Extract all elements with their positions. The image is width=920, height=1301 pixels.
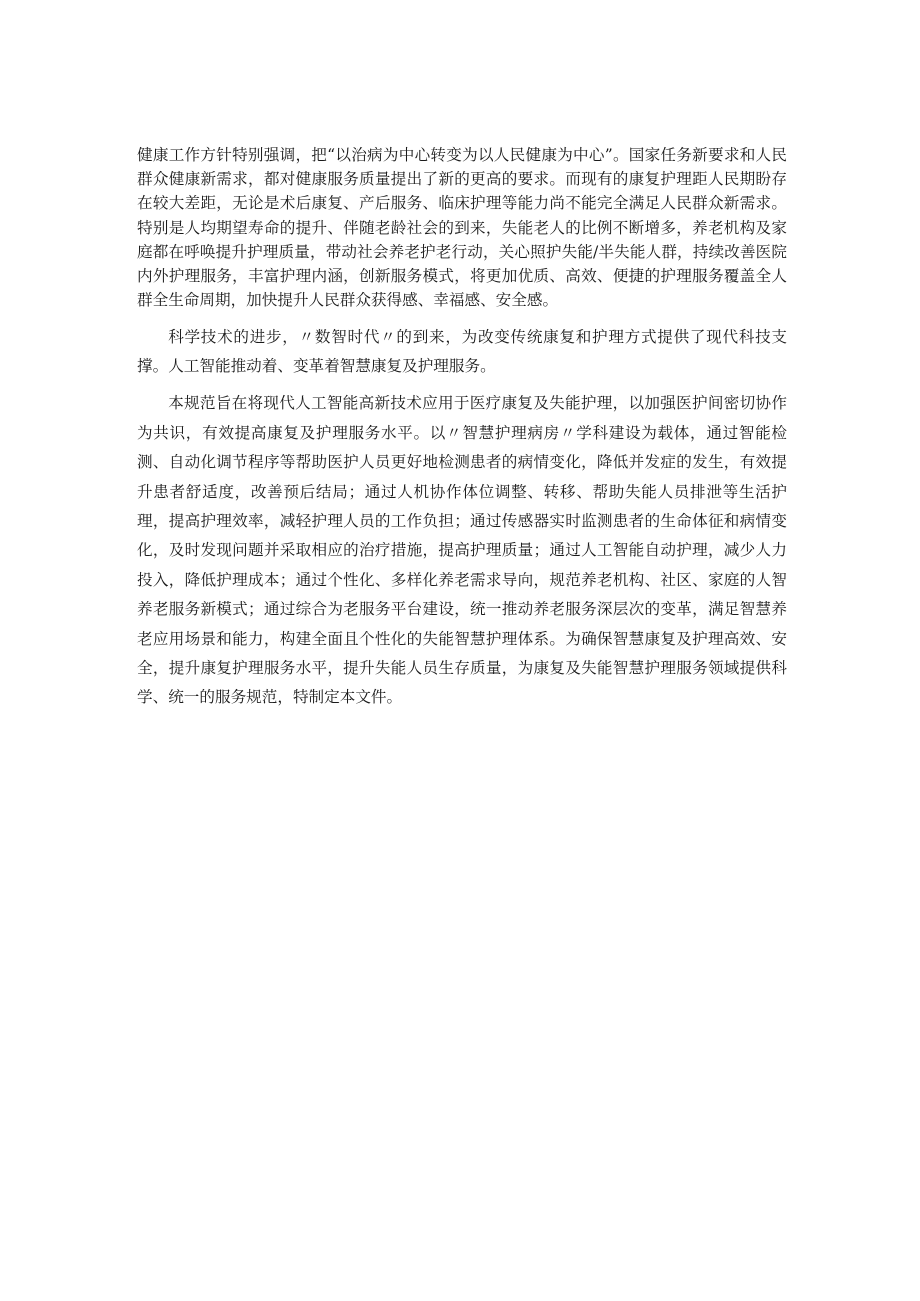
paragraph-2: 科学技术的进步，〃数智时代〃的到来，为改变传统康复和护理方式提供了现代科技支撑。人工智能推动着、变革着智慧康复及护理服务。 — [137, 328, 787, 375]
paragraph-3: 本规范旨在将现代人工智能高新技术应用于医疗康复及失能护理，以加强医护间密切协作为共识，有效提高康复及护理服务水平。以〃智慧护理病房〃学科建设为载体，通过智能检测、自动化调节程序等帮助医护人员更好地检测患者的病情变化，降低并发症的发生，有效提升患者舒适度，改善预后结局；通过人机协作体位调整、转移、帮助失能人员排泄等生活护理，提高护理效率，减轻护理人员的工作负担；通过传感器实时监测患者的生命体征和病情变化，及时发现问题并采取相应的治疗措施，提高护理质量；通过人工智能自动护理，减少人力投入，降低护理成本；通过个性化、多样化养老需求导向，规范养老机构、社区、家庭的人智养老服务新模式；通过综合为老服务平台建设，统一推动养老服务深层次的变革，满足智慧养老应用场景和能力，构建全面且个性化的失能智慧护理体系。为确保智慧康复及护理高效、安全，提升康复护理服务水平，提升失能人员生存质量，为康复及失能智慧护理服务领域提供科学、统一的服务规范，特制定本文件。 — [137, 394, 787, 707]
document-body — [137, 143, 787, 713]
paragraph-1: 健康工作方针特别强调，把“以治病为中心转变为以人民健康为中心”。国家任务新要求和人民群众健康新需求，都对健康服务质量提出了新的更高的要求。而现有的康复护理距人民期盼存在较大差距，无论是术后康复、产后服务、临床护理等能力尚不能完全满足人民群众新需求。特别是人均期望寿命的提升、伴随老龄社会的到来，失能老人的比例不断增多，养老机构及家庭都在呼唤提升护理质量，带动社会养老护老行动，关心照护失能/半失能人群，持续改善医院内外护理服务，丰富护理内涵，创新服务模式，将更加优质、高效、便捷的护理服务覆盖全人群全生命周期，加快提升人民群众获得感、幸福感、安全感。 — [137, 146, 787, 310]
